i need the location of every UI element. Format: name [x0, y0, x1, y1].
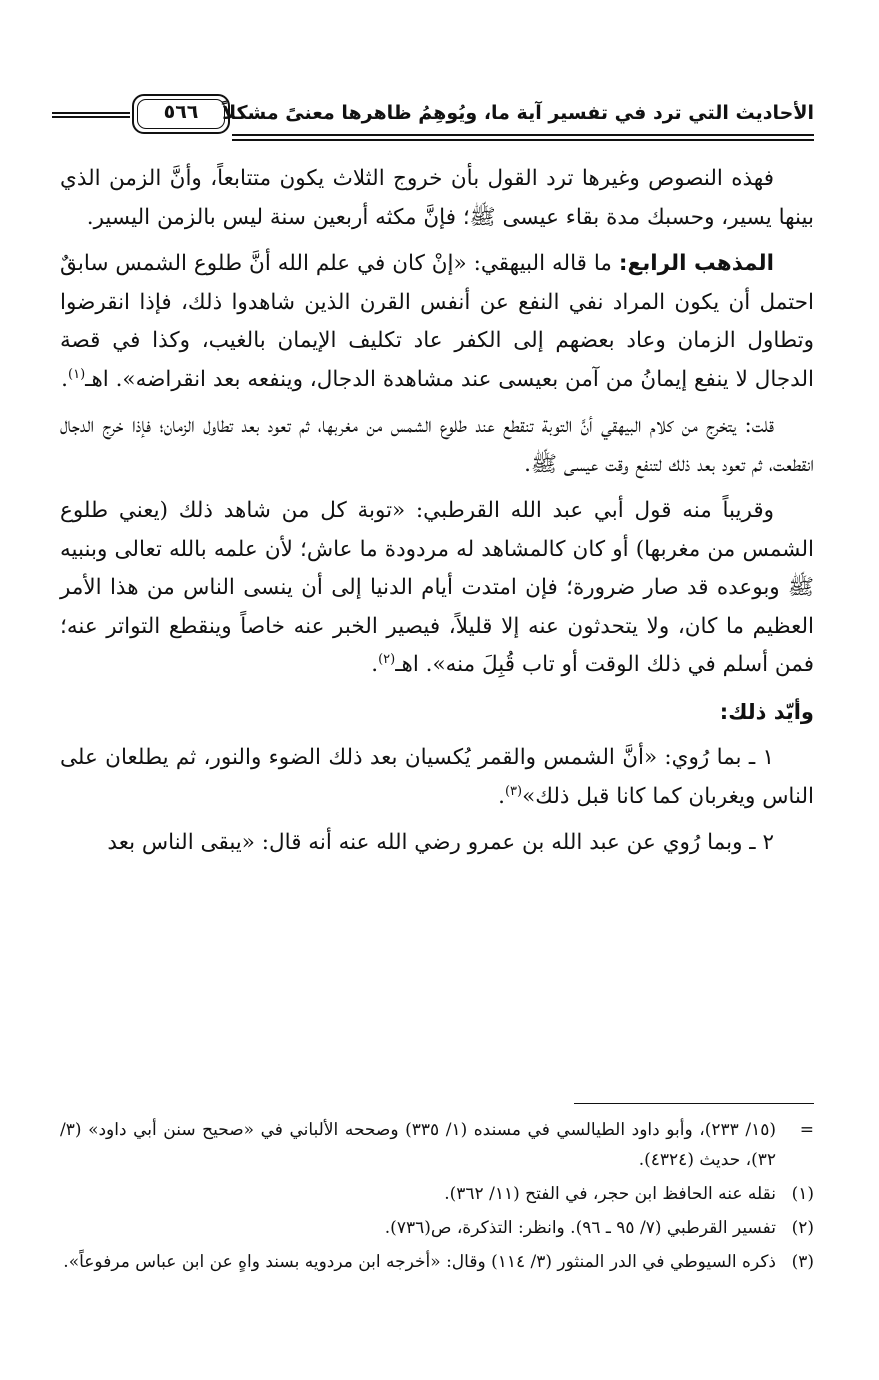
paragraph-2-text: ما قاله البيهقي: «إنْ كان في علم الله أنَّ طلوع الشمس سابقٌ احتمل أن يكون المراد نفي النفع عن أنفس القرن الذين شاهدوا ذلك، فإذا انقرضوا وتطاول الزمان وعاد بعضهم إلى الكفر عاد تكليف الإيمان بالغيب، وكذا في قصة الدجال لا ينفع إيمانُ من آمن بعيسى عند مشاهدة الدجال، وينفعه بعد انقراضه». اهـ [60, 251, 814, 392]
footnote-text: (١٥/ ٢٣٣)، وأبو داود الطيالسي في مسنده (١/ ٣٣٥) وصححه الألباني في «صحيح سنن أبي داود» (٣/ ٣٢)، حديث (٤٣٢٤). [60, 1120, 776, 1170]
paragraph-5 [60, 739, 814, 816]
footnote-2 [60, 1213, 814, 1243]
page-number-frame [132, 94, 230, 134]
paragraph-2-lead: المذهب الرابع: [618, 251, 774, 276]
footnote-ref-1: (١) [68, 366, 86, 382]
section-heading: وأيّد ذلك: [719, 699, 814, 724]
footnotes [60, 1115, 814, 1281]
paragraph-2-end: . [61, 366, 68, 392]
footnote-mark: (٣) [791, 1252, 814, 1272]
footnote-3 [60, 1247, 814, 1277]
paragraph-6: ٢ ـ وبما رُوي عن عبد الله بن عمرو رضي الله عنه أنه قال: «يبقى الناس بعد [107, 830, 774, 855]
page-number: ٥٦٦ [163, 101, 199, 123]
paragraph-5-text: ١ ـ بما رُوي: «أنَّ الشمس والقمر يُكسيان بعد ذلك الضوء والنور، ثم يطلعان على الناس ويغربان كما كانا قبل ذلك» [60, 745, 814, 809]
footnote-mark: (٢) [791, 1218, 814, 1238]
header-rule-right [232, 134, 814, 141]
page-header [52, 92, 814, 148]
paragraph-3: قلت: يتخرج من كلام البيهقي أنَّ التوبة تنقطع عند طلوع الشمس من مغربها، ثم تعود بعد تطاول الزمان؛ فإذا خرج الدجال انقطعت، ثم تعود بعد ذلك لتنفع وقت عيسى ﷺ. [60, 413, 814, 477]
header-rule-left [52, 112, 130, 118]
footnote-continued [60, 1115, 814, 1175]
footnote-1 [60, 1179, 814, 1209]
paragraph-4-end: . [371, 652, 379, 677]
footnote-ref-2: (٢) [378, 651, 396, 667]
footnote-separator [574, 1103, 814, 1104]
paragraph-4 [60, 492, 814, 685]
footnote-ref-3: (٣) [504, 783, 523, 799]
footnote-text: ذكره السيوطي في الدر المنثور (٣/ ١١٤) وقال: «أخرجه ابن مردويه بسند واهٍ عن ابن عباس مرفوعاً». [63, 1252, 776, 1272]
paragraph-2 [60, 245, 814, 399]
footnote-text: نقله عنه الحافظ ابن حجر، في الفتح (١١/ ٣٦٢). [444, 1184, 776, 1204]
running-title: الأحاديث التي ترد في تفسير آية ما، ويُوهِمُ ظاهرها معنىً مشكلاً [222, 102, 814, 124]
paragraph-1: فهذه النصوص وغيرها ترد القول بأن خروج الثلاث يكون متتابعاً، وأنَّ الزمن الذي بينها يسير، وحسبك مدة بقاء عيسى ﷺ؛ فإنَّ مكثه أربعين سنة ليس بالزمن اليسير. [60, 166, 814, 230]
footnote-mark: = [799, 1120, 814, 1140]
footnote-text: تفسير القرطبي (٧/ ٩٥ ـ ٩٦). وانظر: التذكرة، ص(٧٣٦). [384, 1218, 776, 1238]
footnote-mark: (١) [791, 1184, 814, 1204]
paragraph-4-text: وقريباً منه قول أبي عبد الله القرطبي: «توبة كل من شاهد ذلك (يعني طلوع الشمس من مغربها) أو كان كالمشاهد له مردودة ما عاش؛ لأن علمه بالله تعالى وبنبيه ﷺ وبوعده قد صار ضرورة؛ فإن امتدت أيام الدنيا إلى أن ينسى الناس من هذا الأمر العظيم ما كان، ولا يتحدثون عنه إلا قليلاً، فيصير الخبر عنه خاصاً وينقطع التواتر عنه؛ فمن أسلم في ذلك الوقت أو تاب قُبِلَ منه». اهـ [60, 498, 814, 677]
main-text [60, 160, 814, 871]
paragraph-5-end: . [498, 783, 505, 809]
